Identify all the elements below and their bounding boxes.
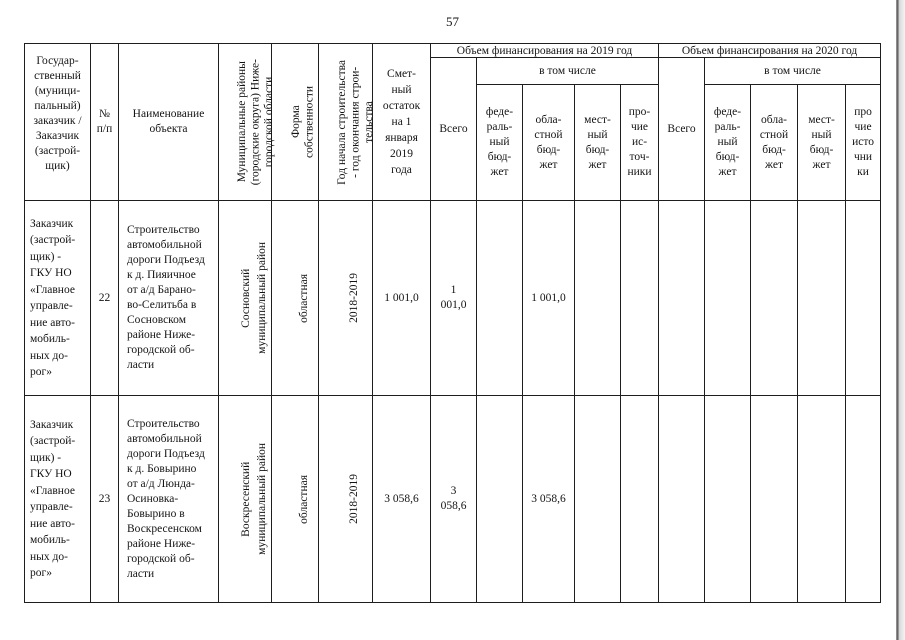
funding-2019-regional-cell: 1 001,0 xyxy=(523,201,575,396)
funding-2020-local-cell xyxy=(798,396,846,603)
funding-2020-other-cell xyxy=(846,396,881,603)
table-row xyxy=(25,201,881,396)
object-name-cell: Строительство автомобильной дороги Подъезд к д. Пияичное от а/д Барано- во-Селитьба в Сосновском районе Ниже- городской об- ласти xyxy=(119,201,219,396)
header-row-number: № п/п xyxy=(91,44,119,201)
ownership-cell xyxy=(272,396,319,603)
row-number-cell: 22 xyxy=(91,201,119,396)
header-customer: Государ- ственный (муници- пальный) заказчик / Заказчик (застрой- щик) xyxy=(25,44,91,201)
district-text: Воскресенский муниципальный район xyxy=(239,443,268,556)
funding-2020-regional-cell xyxy=(751,396,798,603)
header-funding-2019: Объем финансирования на 2019 год xyxy=(431,44,659,58)
object-name-cell: Строительство автомобильной дороги Подъезд к д. Бовырино от а/д Люнда- Осиновка- Бовырино в Воскресенском районе Ниже- городской об- ласти xyxy=(119,396,219,603)
table-row xyxy=(25,396,881,603)
funding-2019-other-cell xyxy=(621,396,659,603)
funding-2019-total-cell: 1 001,0 xyxy=(431,201,477,396)
header-funding-2020: Объем финансирования на 2020 год xyxy=(659,44,881,58)
header-funding-2019-other: про- чие ис- точ- ники xyxy=(621,85,659,201)
header-row xyxy=(25,44,881,58)
page-number: 57 xyxy=(446,14,459,29)
funding-2020-federal-cell xyxy=(705,201,751,396)
header-funding-2019-total: Всего xyxy=(431,58,477,201)
row-number-cell: 23 xyxy=(91,396,119,603)
construction-years-cell xyxy=(319,201,373,396)
funding-table xyxy=(24,43,881,603)
funding-2019-local-cell xyxy=(575,396,621,603)
header-construction-years xyxy=(319,44,376,201)
ownership-text: областная xyxy=(297,474,310,524)
construction-years-cell xyxy=(319,396,373,603)
ownership-text: областная xyxy=(297,273,310,323)
header-districts xyxy=(219,44,276,201)
funding-2019-federal-cell xyxy=(477,396,523,603)
funding-2020-total-cell xyxy=(659,396,705,603)
header-ownership xyxy=(272,44,319,201)
funding-2019-federal-cell xyxy=(477,201,523,396)
district-cell xyxy=(219,201,272,396)
header-funding-2020-local: мест- ный бюд- жет xyxy=(798,85,846,201)
funding-2019-local-cell xyxy=(575,201,621,396)
funding-2019-regional-cell: 3 058,6 xyxy=(523,396,575,603)
header-funding-2020-other: про чие исто чни ки xyxy=(846,85,881,201)
funding-2020-total-cell xyxy=(659,201,705,396)
header-construction-years-text: Год начала строительства - год окончания строи- тельства xyxy=(336,59,376,185)
header-funding-2020-regional: обла- стной бюд- жет xyxy=(751,85,798,201)
customer-cell: Заказчик (застрой- щик) - ГКУ НО «Главное управле- ние авто- мобиль- ных до- рог» xyxy=(25,396,91,603)
scan-edge-shadow xyxy=(896,0,905,640)
funding-2019-other-cell xyxy=(621,201,659,396)
funding-2020-local-cell xyxy=(798,201,846,396)
construction-years-text: 2018-2019 xyxy=(348,474,361,525)
estimate-balance-cell: 3 058,6 xyxy=(373,396,431,603)
funding-2020-regional-cell xyxy=(751,201,798,396)
header-funding-2020-including: в том числе xyxy=(705,58,881,85)
funding-2019-total-cell: 3 058,6 xyxy=(431,396,477,603)
funding-2020-federal-cell xyxy=(705,396,751,603)
customer-cell: Заказчик (застрой- щик) - ГКУ НО «Главное управле- ние авто- мобиль- ных до- рог» xyxy=(25,201,91,396)
header-ownership-text: Форма собственности xyxy=(290,86,316,159)
ownership-cell xyxy=(272,201,319,396)
header-funding-2019-local: мест- ный бюд- жет xyxy=(575,85,621,201)
district-cell xyxy=(219,396,272,603)
header-funding-2019-including: в том числе xyxy=(477,58,659,85)
header-object-name: Наименование объекта xyxy=(119,44,219,201)
header-funding-2019-regional: обла- стной бюд- жет xyxy=(523,85,575,201)
header-funding-2020-total: Всего xyxy=(659,58,705,201)
header-funding-2019-federal: феде- раль- ный бюд- жет xyxy=(477,85,523,201)
header-estimate-balance: Смет- ный остаток на 1 января 2019 года xyxy=(373,44,431,201)
header-districts-text: Муниципальные районы (городские округа) Ниже- городской области xyxy=(236,59,276,186)
funding-2020-other-cell xyxy=(846,201,881,396)
estimate-balance-cell: 1 001,0 xyxy=(373,201,431,396)
construction-years-text: 2018-2019 xyxy=(348,273,361,324)
district-text: Сосновский муниципальный район xyxy=(239,242,268,355)
header-funding-2020-federal: феде- раль- ный бюд- жет xyxy=(705,85,751,201)
